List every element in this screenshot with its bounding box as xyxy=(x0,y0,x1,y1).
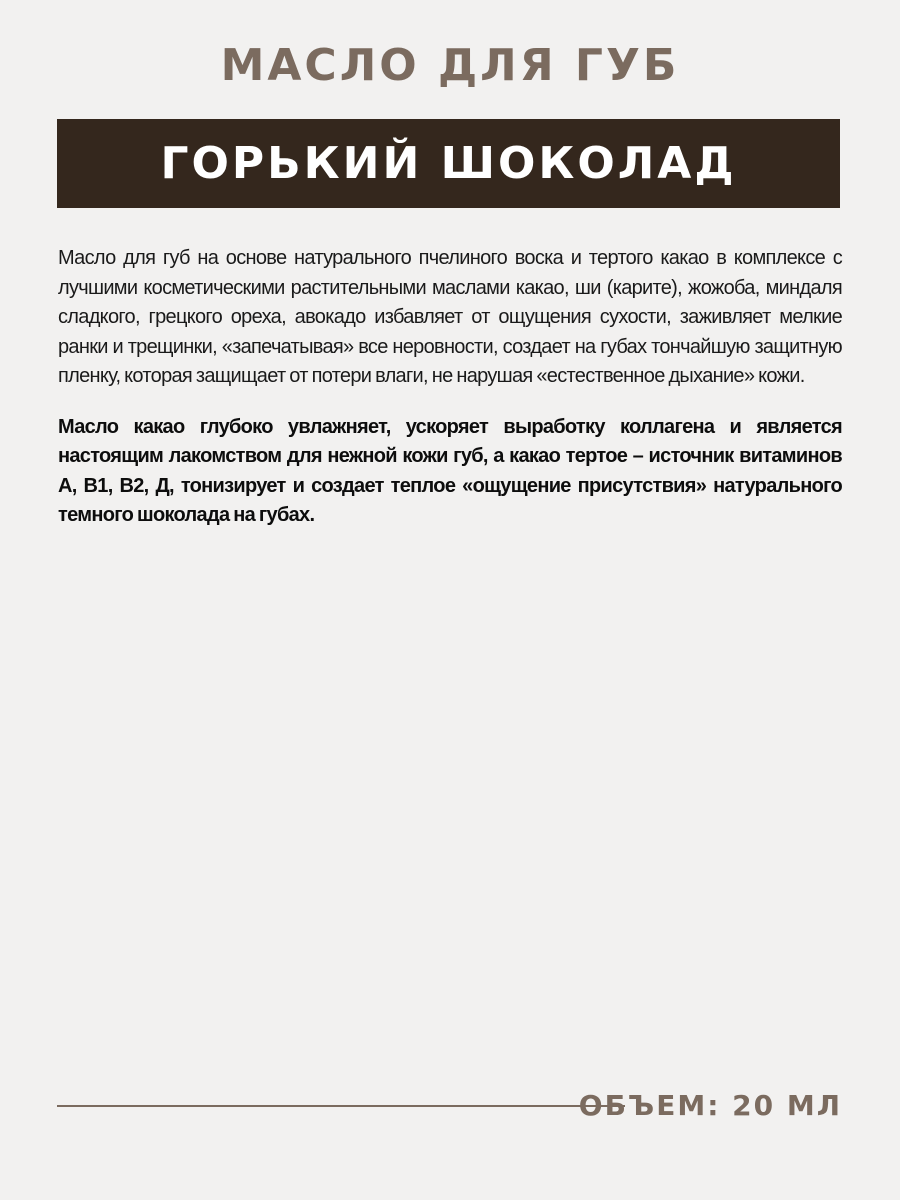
product-category-title: МАСЛО ДЛЯ ГУБ xyxy=(220,40,680,91)
description-paragraph: Масло для губ на основе натурального пчелиного воска и тертого какао в комплексе с лучшими косметическими растительными маслами какао, ши (карите), жожоба, миндаля сладкого, грецкого ореха, авокадо избавляет от ощущения сухости, заживляет мелкие ранки и трещинки, «запечатывая» все неровности, создает на губах тончайшую защитную пленку, которая защищает от потери влаги, не нарушая «естественное дыхание» кожи. xyxy=(58,247,842,387)
footer-divider xyxy=(57,1105,625,1107)
description-section xyxy=(58,244,842,531)
product-name-banner xyxy=(57,119,840,208)
benefits-paragraph: Масло какао глубоко увлажняет, ускоряет выработку коллагена и является настоящим лакомством для нежной кожи губ, а какао тертое – источник витаминов А, В1, В2, Д, тонизирует и создает теплое «ощущение присутствия» натурального темного шоколада на губах. xyxy=(58,415,842,526)
volume-label: ОБЪЕМ: 20 МЛ xyxy=(578,1089,842,1122)
product-name: ГОРЬКИЙ ШОКОЛАД xyxy=(160,137,737,189)
